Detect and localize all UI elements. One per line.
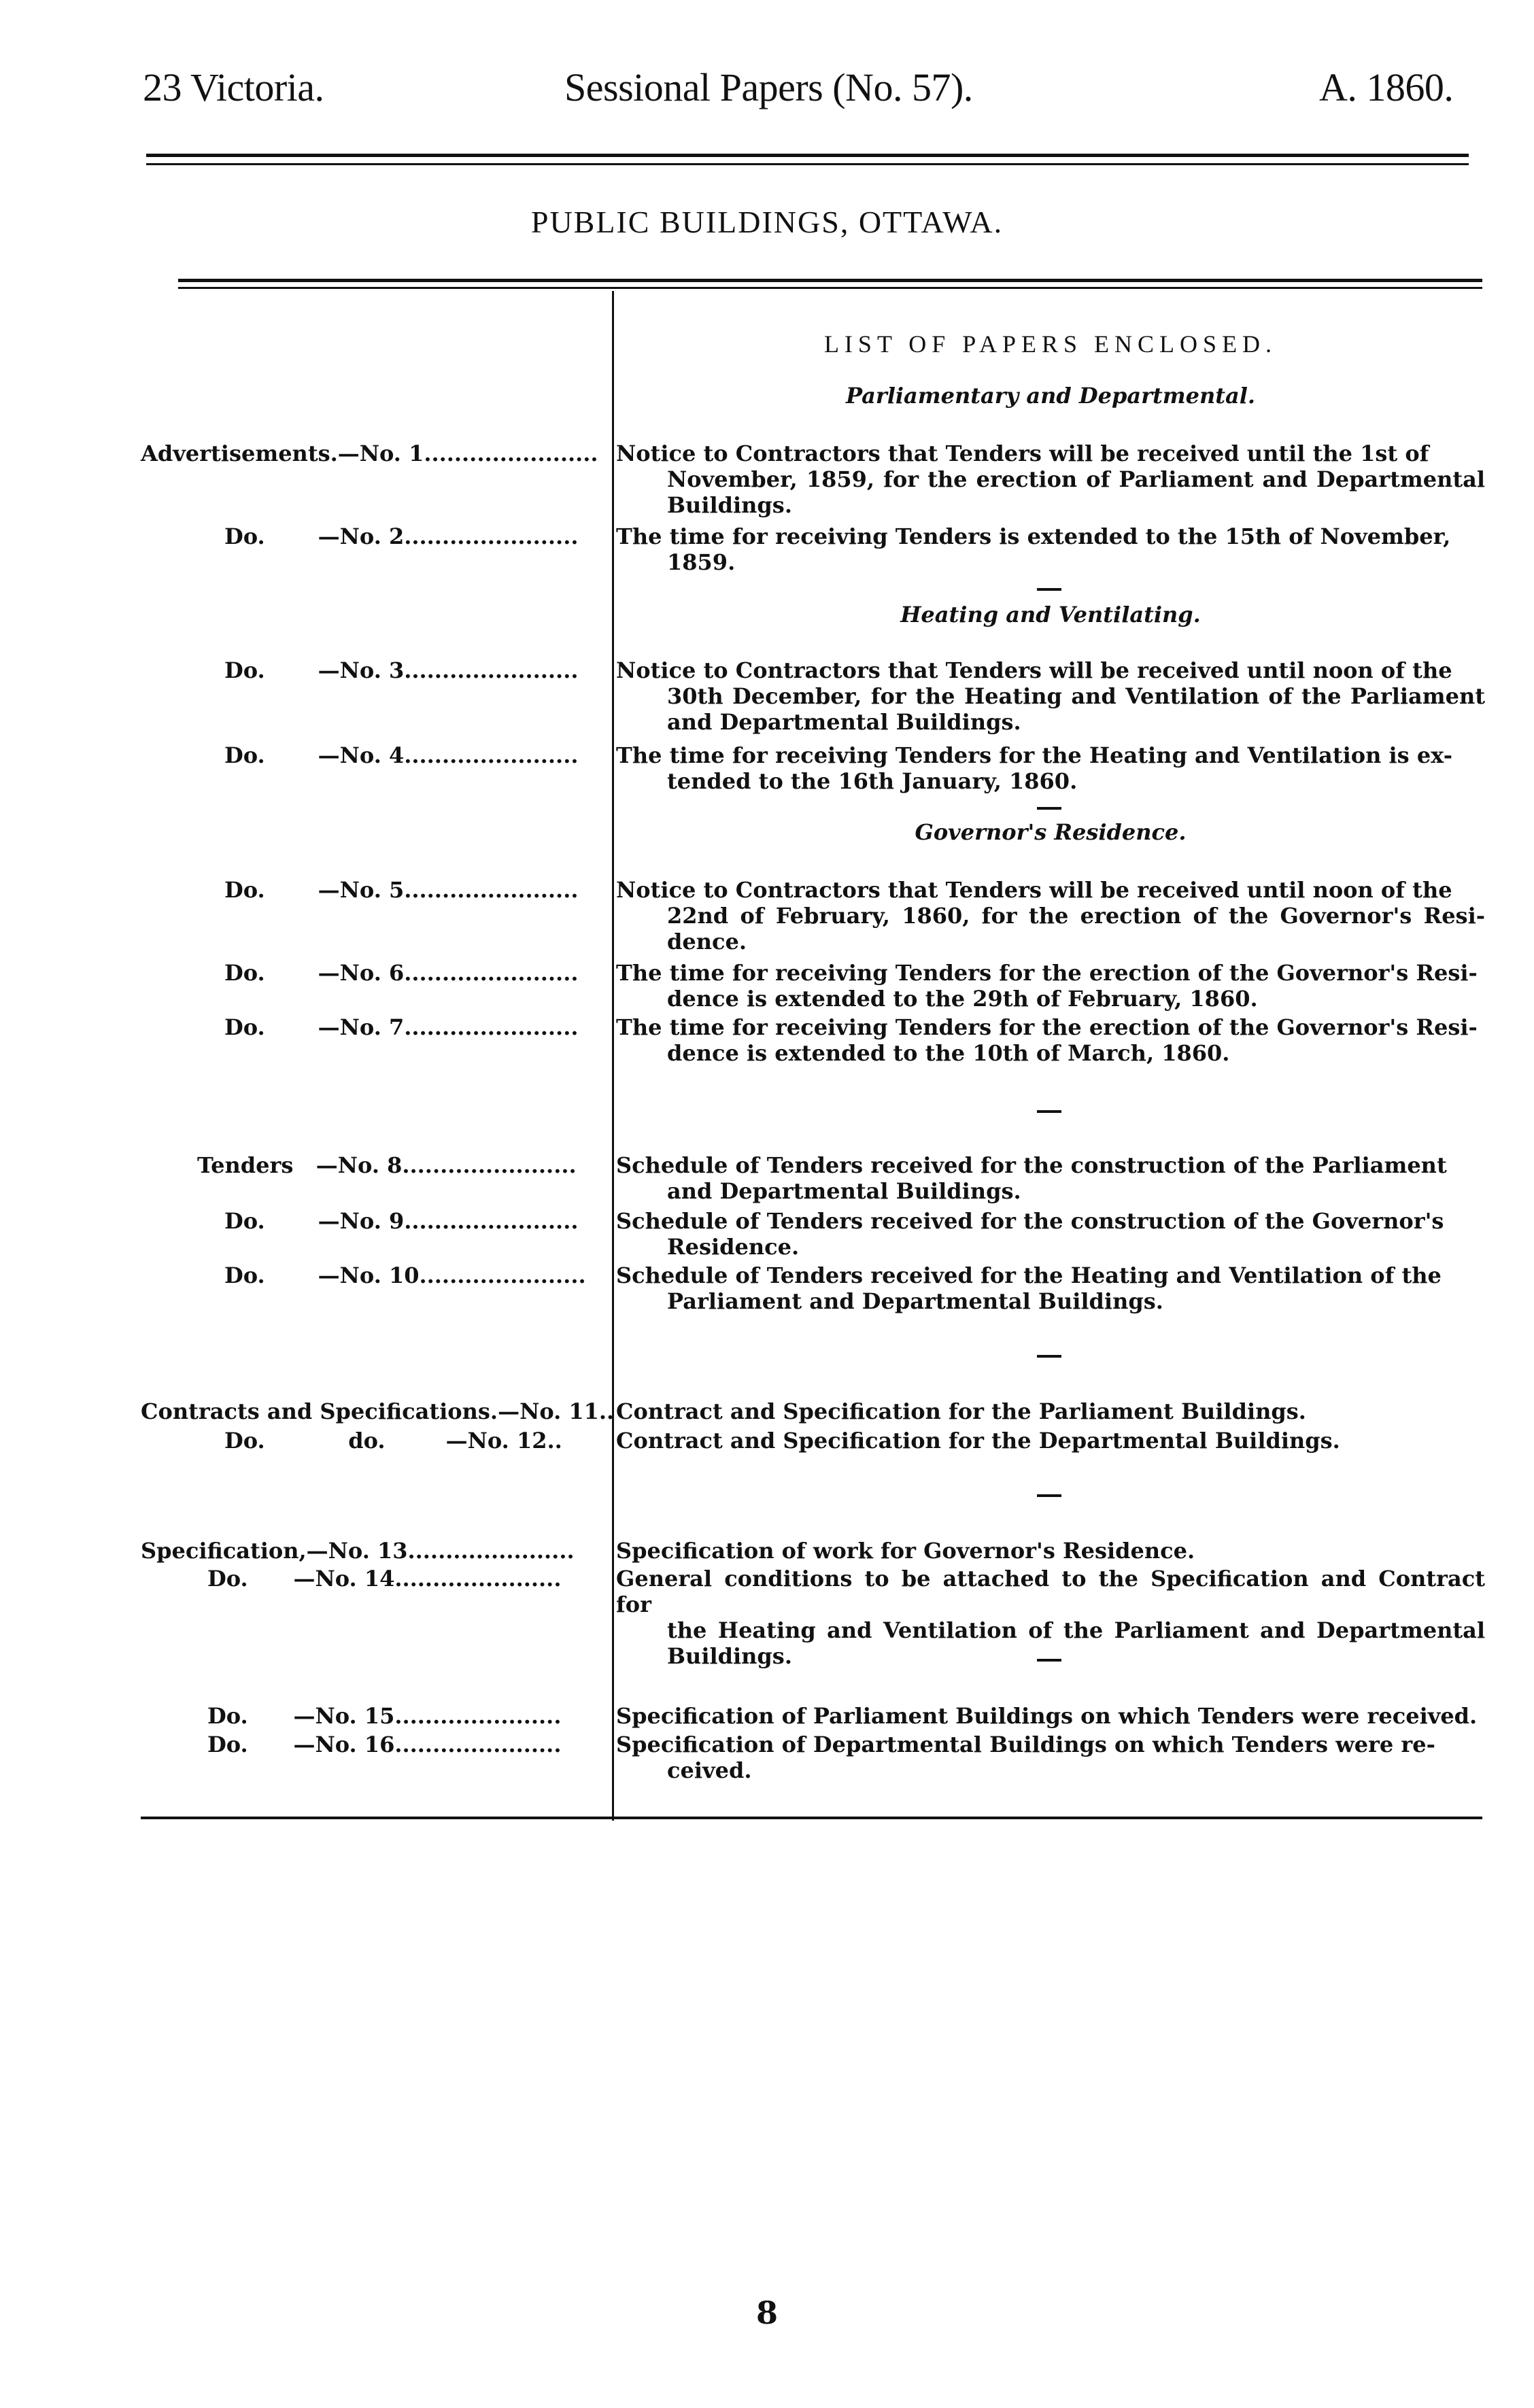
entry-label: Do. —No. 6.......................: [224, 960, 579, 986]
section-dash: [1037, 1494, 1061, 1497]
entry-label: Do. —No. 9.......................: [224, 1208, 579, 1234]
entry-continuation: dence is extended to the 10th of March, 1860.: [667, 1040, 1230, 1066]
entry-text: [616, 1703, 1485, 1729]
entry-first-line: Schedule of Tenders received for the construction of the Parliament: [616, 1152, 1447, 1178]
entry-text: [616, 523, 1485, 575]
entry-label: Do. —No. 14......................: [207, 1566, 562, 1592]
entry-label: Specification,—No. 13......................: [141, 1538, 575, 1564]
header-volume: 23 Victoria.: [143, 65, 324, 109]
entry-continuation: tended to the 16th January, 1860.: [667, 768, 1078, 794]
entry-label: Do. do. —No. 12..: [224, 1428, 562, 1454]
entry-first-line: The time for receiving Tenders for the erection of the Governor's Resi-: [616, 1014, 1478, 1040]
list-heading: LIST OF PAPERS ENCLOSED.: [823, 330, 1278, 358]
entry-text: [616, 1262, 1485, 1314]
entry-continuation: the Heating and Ventilation of the Parliament and Departmental Buildings.: [667, 1617, 1485, 1669]
entry-text: [616, 1398, 1485, 1424]
table-rule-second: [178, 287, 1482, 289]
section-dash: [1037, 1110, 1061, 1113]
section-dash: [1037, 588, 1061, 591]
entry-continuation: ceived.: [667, 1757, 752, 1783]
entry-first-line: General conditions to be attached to the Specification and Contract for: [616, 1566, 1485, 1617]
entry-first-line: Schedule of Tenders received for the Heating and Ventilation of the: [616, 1262, 1442, 1288]
entry-continuation: dence is extended to the 29th of February, 1860.: [667, 986, 1258, 1012]
section-dash: [1037, 807, 1061, 810]
entry-continuation: and Departmental Buildings.: [667, 1178, 1021, 1204]
entry-first-line: Notice to Contractors that Tenders will be received until noon of the: [616, 877, 1452, 903]
entry-first-line: Notice to Contractors that Tenders will be received until noon of the: [616, 657, 1452, 683]
entry-first-line: Notice to Contractors that Tenders will be received until the 1st of: [616, 441, 1429, 466]
entry-text: [616, 1208, 1485, 1260]
entry-continuation: 1859.: [667, 549, 736, 575]
entry-text: [616, 1428, 1485, 1454]
section-dash: [1037, 1355, 1061, 1358]
entry-text: [616, 657, 1485, 735]
entry-text: [616, 1014, 1485, 1066]
page-number: 8: [755, 2294, 778, 2331]
entry-label: Do. —No. 7.......................: [224, 1014, 579, 1040]
entry-label: Advertisements.—No. 1.......................: [141, 441, 598, 466]
entry-continuation: 22nd of February, 1860, for the erection of the Governor's Resi- dence.: [667, 903, 1485, 954]
entry-first-line: The time for receiving Tenders is extended to the 15th of November,: [616, 523, 1451, 549]
entry-text: [616, 1566, 1485, 1669]
header-sessional-papers: Sessional Papers (No. 57).: [564, 65, 973, 109]
entry-label: Do. —No. 3.......................: [224, 657, 579, 683]
entry-label: Contracts and Specifications.—No. 11..: [141, 1398, 615, 1424]
entry-first-line: The time for receiving Tenders for the Heating and Ventilation is ex-: [616, 742, 1452, 768]
entry-text: [616, 742, 1485, 794]
entry-continuation: Residence.: [667, 1234, 800, 1260]
entry-first-line: Specification of Parliament Buildings on which Tenders were received.: [616, 1703, 1478, 1729]
table-rule-top: [178, 279, 1482, 282]
table-rule-bottom: [141, 1817, 1482, 1819]
page-title: PUBLIC BUILDINGS, OTTAWA.: [530, 205, 1004, 239]
section-parliamentary: Parliamentary and Departmental.: [845, 383, 1256, 409]
header-rule-bottom: [146, 163, 1469, 165]
entry-label: Do. —No. 5.......................: [224, 877, 579, 903]
entry-continuation: Parliament and Departmental Buildings.: [667, 1288, 1163, 1314]
section-heating: Heating and Ventilating.: [900, 602, 1201, 627]
entry-continuation: 30th December, for the Heating and Ventilation of the Parliament and Departmental Buildings.: [667, 683, 1485, 735]
entry-continuation: November, 1859, for the erection of Parliament and Departmental Buildings.: [667, 466, 1485, 518]
section-governor: Governor's Residence.: [915, 819, 1187, 845]
header-rule-top: [146, 154, 1469, 157]
entry-first-line: Contract and Specification for the Departmental Buildings.: [616, 1428, 1340, 1454]
entry-label: Do. —No. 10......................: [224, 1262, 586, 1288]
entry-label: Do. —No. 4.......................: [224, 742, 579, 768]
entry-label: Do. —No. 16......................: [207, 1732, 562, 1757]
entry-first-line: Specification of Departmental Buildings on which Tenders were re-: [616, 1732, 1435, 1757]
entry-first-line: Contract and Specification for the Parliament Buildings.: [616, 1398, 1306, 1424]
entry-text: [616, 1732, 1485, 1783]
entry-first-line: Specification of work for Governor's Residence.: [616, 1538, 1195, 1564]
entry-text: [616, 1538, 1485, 1564]
entry-label: Do. —No. 2.......................: [224, 523, 579, 549]
entry-first-line: Schedule of Tenders received for the construction of the Governor's: [616, 1208, 1444, 1234]
column-divider: [612, 291, 614, 1821]
entry-first-line: The time for receiving Tenders for the erection of the Governor's Resi-: [616, 960, 1478, 986]
entry-label: Do. —No. 15......................: [207, 1703, 562, 1729]
header-year: A. 1860.: [1319, 65, 1454, 109]
entry-text: [616, 441, 1485, 518]
entry-text: [616, 960, 1485, 1012]
entry-label: Tenders —No. 8.......................: [197, 1152, 577, 1178]
entry-text: [616, 877, 1485, 954]
entry-text: [616, 1152, 1485, 1204]
